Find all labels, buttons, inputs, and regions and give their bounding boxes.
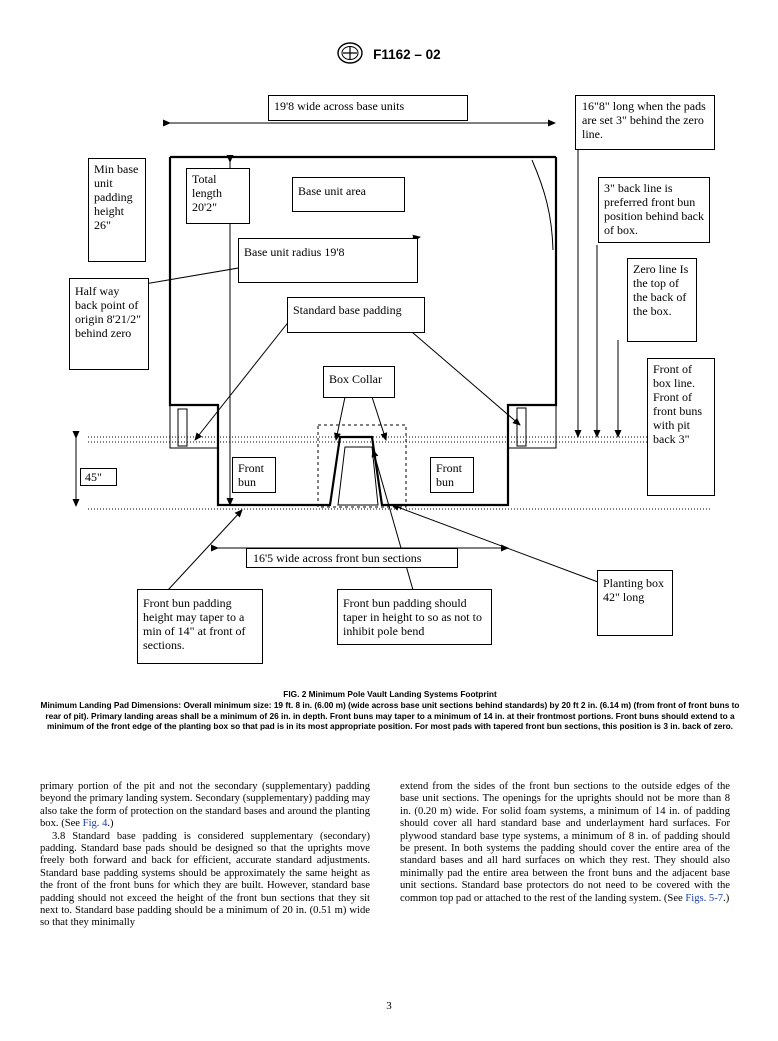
label-base-unit-radius: Base unit radius 19'8 (238, 238, 418, 283)
body-column-left (40, 781, 370, 930)
label-base-unit-area: Base unit area (292, 177, 405, 212)
standard-code: F1162 – 02 (373, 47, 441, 62)
paragraph: primary portion of the pit and not the secondary (supplementary) padding beyond the primary landing system. Secondary (supplementary) padding may also take the form of protection on the standard bases and around the planting box. (See Fig. 4.) (40, 781, 370, 830)
label-box-collar: Box Collar (323, 366, 395, 398)
label-width-base-units: 19'8 wide across base units (268, 95, 468, 121)
label-front-bun-right: Front bun (430, 457, 474, 493)
label-standard-base-padding: Standard base padding (287, 297, 425, 333)
label-front-taper: Front bun padding should taper in height to so as not to inhibit pole bend (337, 589, 492, 645)
paragraph-3-8: 3.8 Standard base padding is considered supplementary (secondary) padding. Standard base pads should be designed so that the uprights move freely both forward and back for efficient, accurate standard adjustments. Standard base padding systems should be approximately the same height as the front of the front buns for which they are built. However, standard base padding should not exceed the height of the front bun sections that they sit next to. Standard base padding should be a minimum of 20 in. (0.51 m) wide so that they minimally (40, 830, 370, 929)
label-front-of-box-line: Front of box line. Front of front buns with pit back 3" (647, 358, 715, 496)
paragraph: extend from the sides of the front bun sections to the outside edges of the base unit sections. The openings for the uprights should not be more than 8 in. (0.20 m) wide. For solid foam systems, a minimum of 14 in. of padding should cover all hard standard base and underlayment hard surfaces. For plywood standard base type systems, a minimum of 8 in. of padding should be present. In both systems the padding should cover the entire area of the standard bases and all hard surfaces on which they rest. They should also minimally pad the entire area between the front buns and the adjacent base unit sections. Standard base protectors do not need to be covered with the common top pad or attached to the rest of the landing system. (See Figs. 5-7.) (400, 781, 730, 904)
figure-caption-title: FIG. 2 Minimum Pole Vault Landing Systems Footprint (283, 689, 497, 699)
page-number: 3 (386, 1000, 392, 1012)
label-front-bun-left: Front bun (232, 457, 276, 493)
fig4-link[interactable]: Fig. 4 (82, 818, 108, 830)
label-width-front-buns: 16'5 wide across front bun sections (246, 548, 458, 568)
body-column-right (400, 781, 730, 905)
label-half-way-origin: Half way back point of origin 8'21/2" behind zero (69, 278, 149, 370)
label-min-padding-height: Min base unit padding height 26" (88, 158, 146, 262)
label-total-length: Total length 20'2" (186, 168, 250, 224)
figs5-7-link[interactable]: Figs. 5-7 (685, 892, 724, 904)
figure-caption-text: Minimum Landing Pad Dimensions: Overall minimum size: 19 ft. 8 in. (6.00 m) (wide across base unit sections behind standards) by 20 ft 2 in. (6.14 m) (from front of front buns to rear of pit). Primary landing areas shall be a minimum of 26 in. in depth. Front buns may taper to a minimum of 14 in. at their frontmost portions. Front buns should extend to a minimum of the front edge of the planting box so that pad is in its most appropriate position. For most pads with tapered front bun sections, this position is 3 in. back of zero. (40, 700, 740, 731)
label-front-taper-min: Front bun padding height may taper to a min of 14" at front of sections. (137, 589, 263, 664)
label-length-note: 16"8" long when the pads are set 3" behind the zero line. (575, 95, 715, 150)
label-dim-45: 45" (80, 468, 117, 486)
label-zero-line: Zero line Is the top of the back of the box. (627, 258, 697, 342)
label-back-line: 3" back line is preferred front bun position behind back of box. (598, 177, 710, 243)
label-planting-box: Planting box 42" long (597, 570, 673, 636)
